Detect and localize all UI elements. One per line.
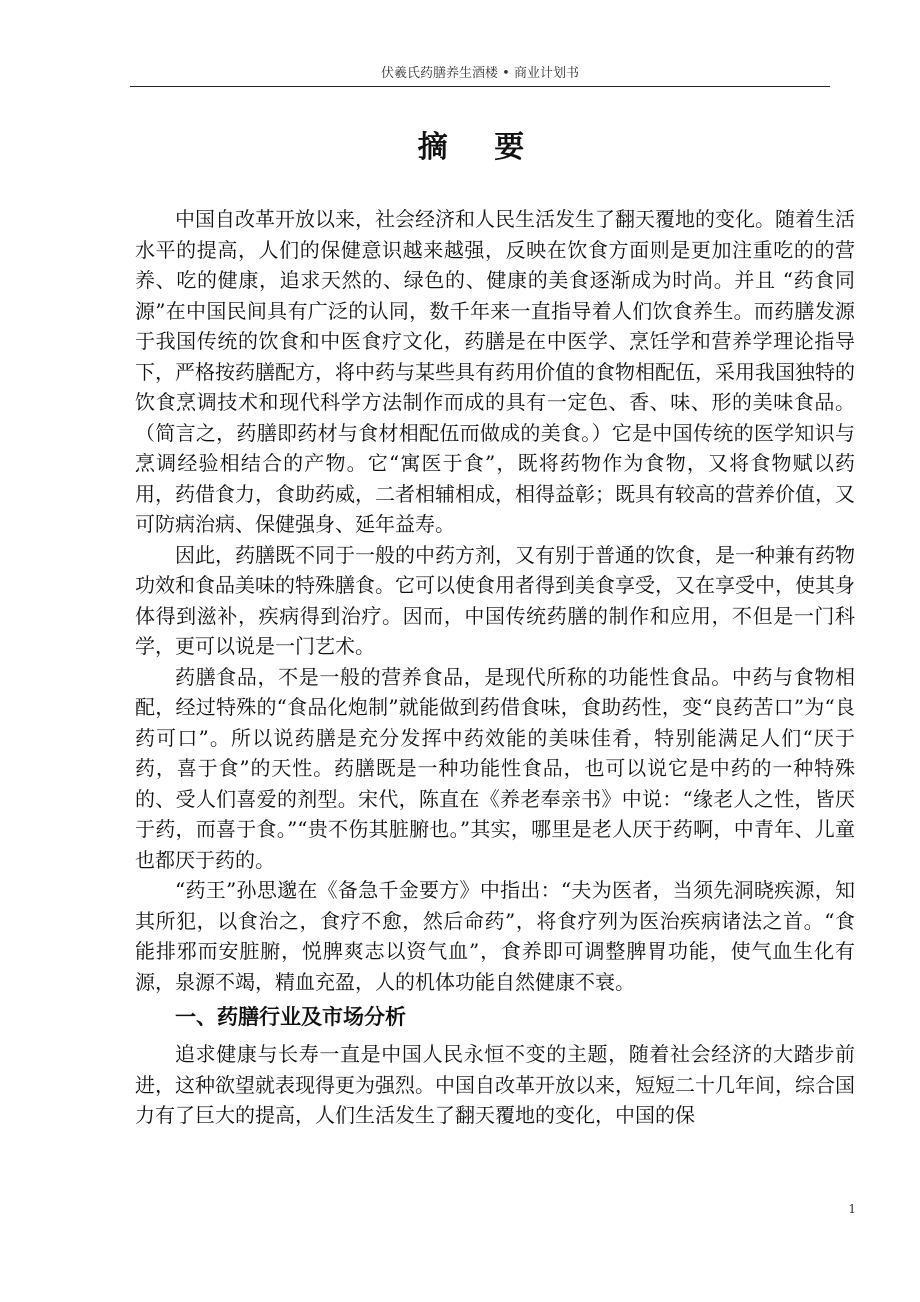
running-header-title: 伏羲氏药膳养生酒楼 • 商业计划书 <box>381 66 579 81</box>
paragraph: 药膳食品，不是一般的营养食品，是现代所称的功能性食品。中药与食物相配，经过特殊的“食品化炮制”就能做到药借食味，食助药性，变“良药苦口”为“良药可口”。所以说药膳是充分发挥中药效能的美味佳肴，特别能满足人们“厌于药，喜于食”的天性。药膳既是一种功能性食品，也可以说它是中药的一种特殊的、受人们喜爱的剂型。宋代，陈直在《养老奉亲书》中说：“缘老人之性，皆厌于药，而喜于食。”“贵不伤其脏腑也。”其实，哪里是老人厌于药啊，中青年、儿童也都厌于药的。 <box>135 664 855 872</box>
paragraph: 中国自改革开放以来，社会经济和人民生活发生了翻天覆地的变化。随着生活水平的提高，人们的保健意识越来越强，反映在饮食方面则是更加注重吃的的营养、吃的健康，追求天然的、绿色的、健康的美食逐渐成为时尚。并且 “药食同源”在中国民间具有广泛的认同，数千年来一直指导着人们饮食养生。而药膳发源于我国传统的饮食和中医食疗文化，药膳是在中医学、烹饪学和营养学理论指导下，严格按药膳配方，将中药与某些具有药用价值的食物相配伍，采用我国独特的饮食烹调技术和现代科学方法制作而成的具有一定色、香、味、形的美味食品。（简言之，药膳即药材与食材相配伍而做成的美食。）它是中国传统的医学知识与烹调经验相结合的产物。它“寓医于食”，既将药物作为食物，又将食物赋以药用，药借食力，食助药威，二者相辅相成，相得益彰；既具有较高的营养价值，又可防病治病、保健强身、延年益寿。 <box>135 207 855 536</box>
running-header <box>130 62 830 87</box>
document-body <box>135 204 855 1131</box>
page-title: 摘 要 <box>417 130 543 165</box>
paragraph: 追求健康与长寿一直是中国人民永恒不变的主题，随着社会经济的大踏步前进，这种欲望就表现得更为强烈。中国自改革开放以来，短短二十几年间，综合国力有了巨大的提高，人们生活发生了翻天覆地的变化，中国的保 <box>135 1042 855 1127</box>
page-number: 1 <box>848 1202 856 1216</box>
section-heading: 一、药膳行业及市场分析 <box>175 1005 406 1029</box>
paragraph: “药王”孙思邈在《备急千金要方》中指出：“夫为医者，当须先洞晓疾源，知其所犯，以食治之，食疗不愈，然后命药”，将食疗列为医治疾病诸法之首。“食能排邪而安脏腑，悦脾爽志以资气血”，食养即可调整脾胃功能，使气血生化有源，泉源不竭，精血充盈，人的机体功能自然健康不衰。 <box>135 878 855 994</box>
paragraph: 因此，药膳既不同于一般的中药方剂，又有别于普通的饮食，是一种兼有药物功效和食品美味的特殊膳食。它可以使食用者得到美食享受，又在享受中，使其身体得到滋补，疾病得到治疗。因而，中国传统药膳的制作和应用，不但是一门科学，更可以说是一门艺术。 <box>135 542 855 658</box>
